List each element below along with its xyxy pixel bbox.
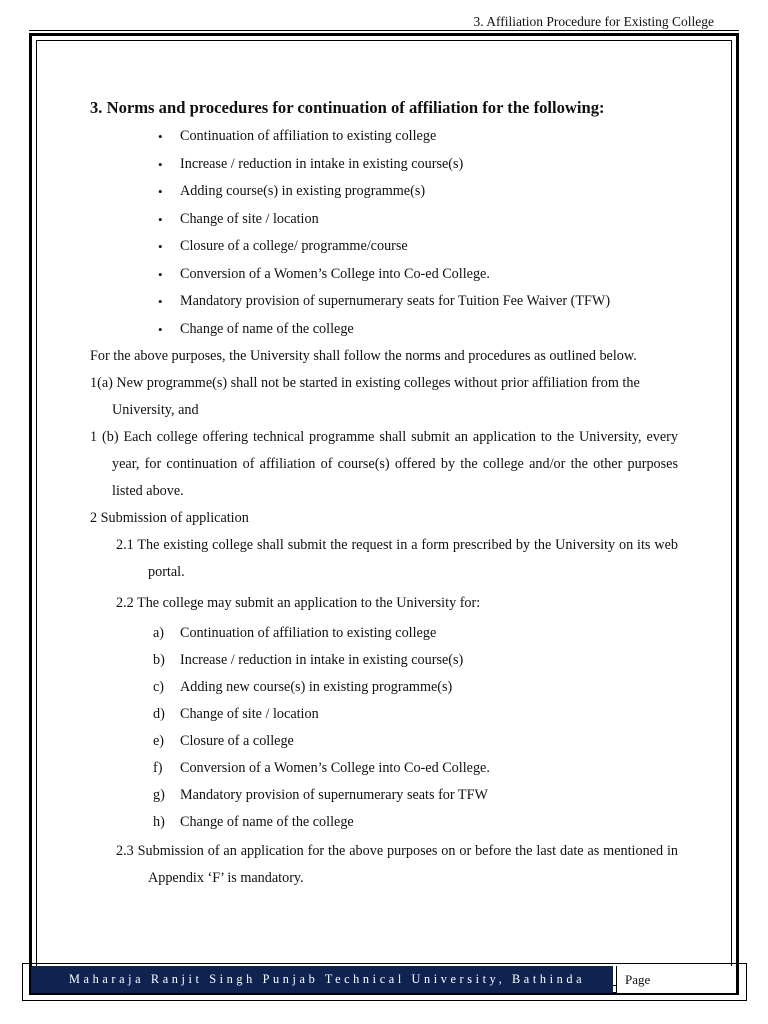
running-header: 3. Affiliation Procedure for Existing College xyxy=(473,14,714,29)
footer-institution: Maharaja Ranjit Singh Punjab Technical University, Bathinda xyxy=(31,966,613,993)
list-item: • Conversion of a Women’s College into Co-ed College. xyxy=(180,261,678,289)
document-body xyxy=(90,96,678,892)
list-item xyxy=(153,809,678,836)
item-text: Change of site / location xyxy=(180,706,319,722)
item-label: a) xyxy=(153,625,165,641)
list-item: • Adding course(s) in existing programme(s) xyxy=(180,178,678,206)
purpose-list xyxy=(90,123,678,343)
item-text: Closure of a college xyxy=(180,733,294,749)
list-item: • Increase / reduction in intake in existing course(s) xyxy=(180,151,678,179)
list-item: • Change of name of the college xyxy=(180,316,678,344)
list-item xyxy=(153,782,678,809)
clause-1b: 1 (b) Each college offering technical programme shall submit an application to the University, every year, for continuation of affiliation of course(s) offered by the college and/or the other purposes listed above. xyxy=(90,429,678,499)
list-item xyxy=(153,620,678,647)
item-text: Adding new course(s) in existing programme(s) xyxy=(180,679,453,695)
item-text: Continuation of affiliation to existing college xyxy=(180,625,437,641)
item-text: Change of name of the college xyxy=(180,814,354,830)
list-item xyxy=(153,728,678,755)
intro-paragraph: For the above purposes, the University shall follow the norms and procedures as outlined below. xyxy=(90,348,637,364)
item-label: f) xyxy=(153,760,163,776)
clause-2-1: 2.1 The existing college shall submit the request in a form prescribed by the University on its web portal. xyxy=(116,537,678,580)
list-item: • Continuation of affiliation to existing college xyxy=(180,123,678,151)
item-text: Mandatory provision of supernumerary seats for TFW xyxy=(180,787,488,803)
item-label: e) xyxy=(153,733,165,749)
item-label: b) xyxy=(153,652,165,668)
clause-2-3: 2.3 Submission of an application for the above purposes on or before the last date as mentioned in Appendix ‘F’ is mandatory. xyxy=(116,843,678,886)
item-label: h) xyxy=(153,814,165,830)
clause-1a: 1(a) New programme(s) shall not be started in existing colleges without prior affiliation from the University, and xyxy=(90,375,640,418)
list-item: • Closure of a college/ programme/course xyxy=(180,233,678,261)
item-text: Conversion of a Women’s College into Co-ed College. xyxy=(180,760,490,776)
footer-page-label: Page xyxy=(616,966,736,993)
item-label: c) xyxy=(153,679,165,695)
item-label: g) xyxy=(153,787,165,803)
section-title: 3. Norms and procedures for continuation of affiliation for the following: xyxy=(90,98,605,117)
list-item xyxy=(153,701,678,728)
clause-2-heading: 2 Submission of application xyxy=(90,510,249,526)
clause-2-2: 2.2 The college may submit an application to the University for: xyxy=(116,595,481,611)
list-item: • Change of site / location xyxy=(180,206,678,234)
list-item xyxy=(153,674,678,701)
application-purposes-list xyxy=(90,620,678,836)
item-text: Increase / reduction in intake in existing course(s) xyxy=(180,652,464,668)
item-label: d) xyxy=(153,706,165,722)
list-item xyxy=(153,755,678,782)
list-item: • Mandatory provision of supernumerary seats for Tuition Fee Waiver (TFW) xyxy=(180,288,678,316)
list-item xyxy=(153,647,678,674)
header-rule xyxy=(29,30,739,31)
